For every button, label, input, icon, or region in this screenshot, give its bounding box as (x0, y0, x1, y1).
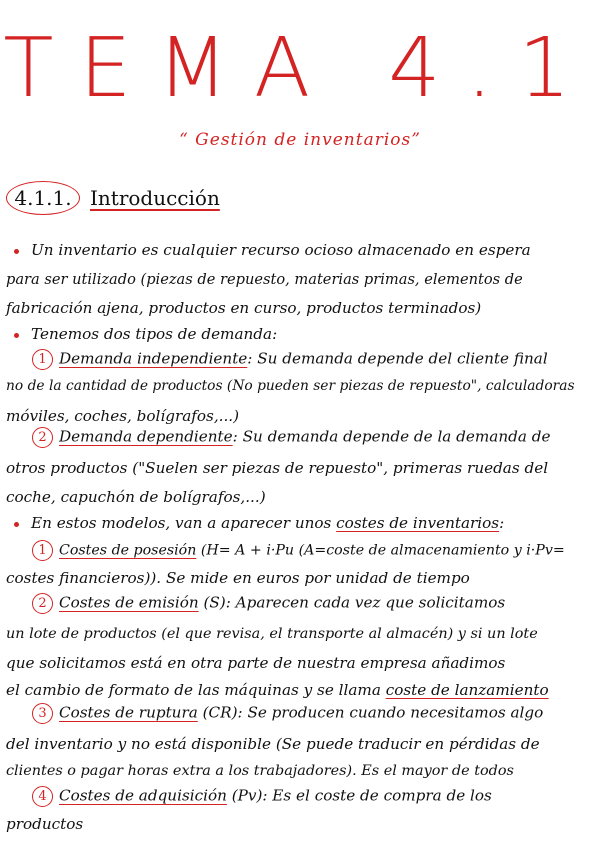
page-title: TEMA 4.1 (3, 21, 597, 116)
text-line: Tenemos dos tipos de demanda: (14, 325, 600, 343)
term-label: coste de lanzamiento (385, 681, 549, 699)
text-line: Un inventario es cualquier recurso ocioso almacenado en espera (14, 241, 600, 259)
text-line: para ser utilizado (piezas de repuesto, materias primas, elementos de (6, 271, 523, 288)
text-line: el cambio de formato de las máquinas y se llama coste de lanzamiento (6, 681, 549, 699)
section-title: Introducción (90, 186, 220, 210)
bullet-icon (14, 522, 19, 527)
number-circle-icon: 1 (32, 540, 53, 561)
list-item: 4 Costes de adquisición (Pv): Es el coste de compra de los (32, 786, 600, 807)
bullet-icon (14, 333, 19, 338)
term-label: Costes de ruptura (59, 703, 198, 722)
list-item: 1 Demanda independiente: Su demanda depende del cliente final (32, 349, 600, 370)
text-line: coche, capuchón de bolígrafos,...) (6, 488, 266, 506)
number-circle-icon: 3 (32, 703, 53, 724)
text-line: En estos modelos, van a aparecer unos costes de inventarios: (14, 514, 600, 532)
text-line: móviles, coches, bolígrafos,...) (6, 407, 240, 425)
text-line: no de la cantidad de productos (No pueden ser piezas de repuesto", calculadoras (6, 378, 575, 394)
list-item: 1 Costes de posesión (H= A + i·Pu (A=coste de almacenamiento y i·Pv= (32, 540, 600, 561)
term-label: costes de inventarios (336, 514, 500, 532)
term-label: Demanda dependiente (59, 427, 233, 446)
number-circle-icon: 2 (32, 593, 53, 614)
number-circle-icon: 2 (32, 427, 53, 448)
text-line: otros productos ("Suelen ser piezas de repuesto", primeras ruedas del (6, 459, 549, 477)
text-line: del inventario y no está disponible (Se puede traducir en pérdidas de (6, 735, 540, 753)
text-line: un lote de productos (el que revisa, el transporte al almacén) y si un lote (6, 626, 538, 642)
list-item: 3 Costes de ruptura (CR): Se producen cuando necesitamos algo (32, 703, 600, 724)
number-circle-icon: 1 (32, 349, 53, 370)
list-item: 2 Costes de emisión (S): Aparecen cada vez que solicitamos (32, 593, 600, 614)
section-number: 4.1.1. (6, 181, 80, 215)
term-label: Costes de emisión (59, 593, 199, 612)
page-subtitle: “ Gestión de inventarios” (179, 130, 421, 150)
text-line: productos (6, 815, 84, 833)
number-circle-icon: 4 (32, 786, 53, 807)
text-line: costes financieros)). Se mide en euros por unidad de tiempo (6, 569, 470, 587)
term-label: Costes de adquisición (59, 786, 227, 805)
text-line: que solicitamos está en otra parte de nuestra empresa añadimos (6, 654, 506, 672)
list-item: 2 Demanda dependiente: Su demanda depende de la demanda de (32, 427, 600, 448)
text-line: clientes o pagar horas extra a los trabajadores). Es el mayor de todos (6, 763, 514, 779)
text-line: fabricación ajena, productos en curso, productos terminados) (6, 299, 482, 317)
term-label: Demanda independiente (59, 349, 248, 368)
term-label: Costes de posesión (59, 542, 197, 559)
bullet-icon (14, 249, 19, 254)
